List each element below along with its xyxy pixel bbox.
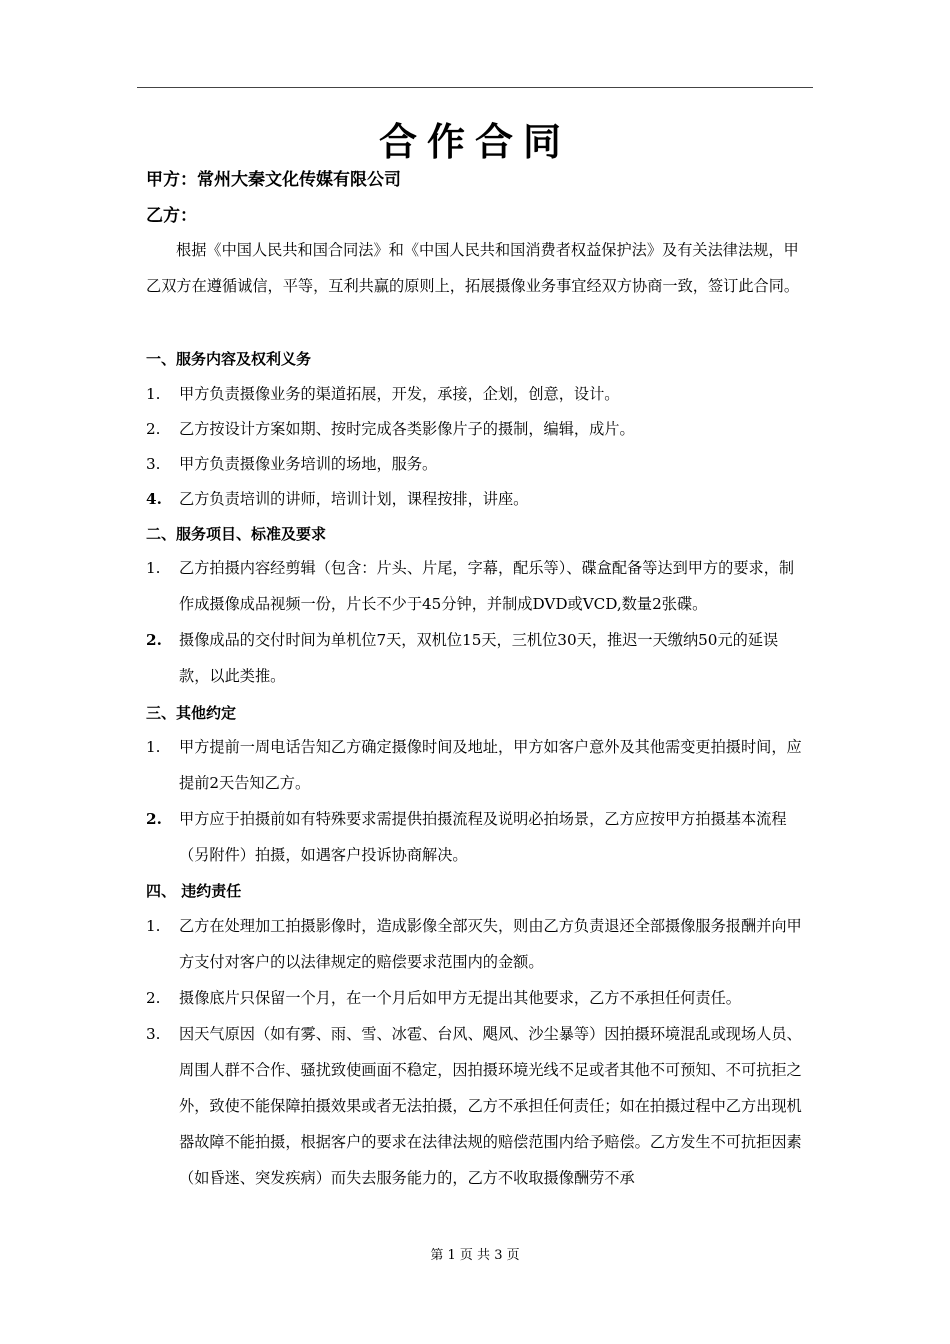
party-b: 乙方： (146, 206, 197, 226)
item-number: 2. (146, 631, 162, 649)
item-number: 1. (146, 385, 161, 403)
item-text: 甲方负责摄像业务培训的场地，服务。 (179, 455, 438, 473)
list-item (146, 622, 808, 694)
section-heading: 二、服务项目、标准及要求 (146, 525, 327, 543)
item-text: 甲方应于拍摄前如有特殊要求需提供拍摄流程及说明必拍场景，乙方应按甲方拍摄基本流程（另附件）拍摄，如遇客户投诉协商解决。 (179, 810, 787, 864)
item-number: 2. (146, 989, 161, 1007)
item-text: 乙方按设计方案如期、按时完成各类影像片子的摄制，编辑，成片。 (179, 420, 635, 438)
section-heading: 四、 违约责任 (146, 882, 242, 900)
list-item (146, 801, 808, 873)
item-text: 乙方拍摄内容经剪辑（包含：片头、片尾，字幕，配乐等）、碟盒配备等达到甲方的要求，制作成摄像成品视频一份，片长不少于45分钟，并制成DVD或VCD,数量2张碟。 (179, 559, 795, 613)
list-item (146, 908, 808, 980)
item-number: 1. (146, 738, 161, 756)
list-item (146, 481, 808, 517)
item-text: 乙方在处理加工拍摄影像时，造成影像全部灭失，则由乙方负责退还全部摄像服务报酬并向甲方支付对客户的以法律规定的赔偿要求范围内的金额。 (179, 917, 802, 971)
party-a: 甲方：常州大秦文化传媒有限公司 (146, 170, 401, 190)
list-item (146, 729, 808, 801)
item-number: 4. (146, 490, 162, 508)
intro-paragraph: 根据《中国人民共和国合同法》和《中国人民共和国消费者权益保护法》及有关法律法规，甲乙双方在遵循诚信，平等，互利共赢的原则上，拓展摄像业务事宜经双方协商一致，签订此合同。 (146, 241, 800, 295)
list-item (146, 550, 808, 622)
list-item (146, 1016, 808, 1196)
item-number: 1. (146, 559, 161, 577)
page-footer: 第 1 页 共 3 页 (430, 1248, 520, 1263)
item-text: 甲方负责摄像业务的渠道拓展，开发，承接，企划，创意，设计。 (179, 385, 620, 403)
list-item (146, 376, 808, 412)
item-text: 甲方提前一周电话告知乙方确定摄像时间及地址，甲方如客户意外及其他需变更拍摄时间，应提前2天告知乙方。 (179, 738, 802, 792)
item-text: 摄像底片只保留一个月，在一个月后如甲方无提出其他要求，乙方不承担任何责任。 (179, 989, 741, 1007)
item-text: 乙方负责培训的讲师，培训计划，课程按排，讲座。 (179, 490, 529, 508)
section-heading: 三、其他约定 (146, 704, 237, 722)
document-title: 合作合同 (378, 120, 571, 164)
item-number: 3. (146, 455, 161, 473)
list-item (146, 980, 808, 1016)
item-text: 摄像成品的交付时间为单机位7天，双机位15天，三机位30天，推迟一天缴纳50元的延误款，以此类推。 (179, 631, 779, 685)
list-item (146, 446, 808, 482)
item-text: 因天气原因（如有雾、雨、雪、冰雹、台风、飓风、沙尘暴等）因拍摄环境混乱或现场人员、周围人群不合作、骚扰致使画面不稳定，因拍摄环境光线不足或者其他不可预知、不可抗拒之外，致使不能保障拍摄效果或者无法拍摄，乙方不承担任何责任；如在拍摄过程中乙方出现机器故障不能拍摄，根据客户的要求在法律法规的赔偿范围内给予赔偿。乙方发生不可抗拒因素（如昏迷、突发疾病）而失去服务能力的，乙方不收取摄像酬劳不承 (179, 1025, 802, 1187)
header-rule (137, 87, 813, 88)
list-item (146, 411, 808, 447)
item-number: 3. (146, 1025, 161, 1043)
item-number: 2. (146, 810, 162, 828)
section-heading: 一、服务内容及权利义务 (146, 350, 312, 368)
item-number: 1. (146, 917, 161, 935)
item-number: 2. (146, 420, 161, 438)
